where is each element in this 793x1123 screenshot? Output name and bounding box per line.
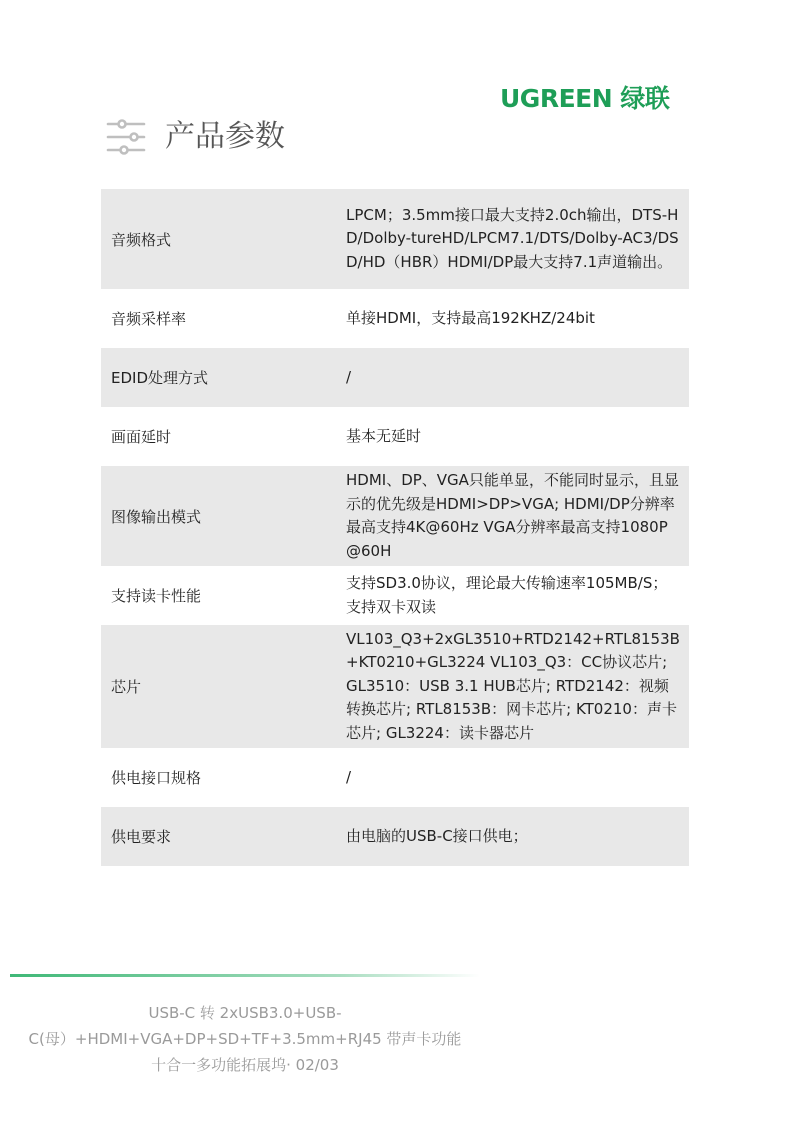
spec-value: HDMI、DP、VGA只能单显，不能同时显示，且显示的优先级是HDMI>DP>VGA; HDMI/DP分辨率最高支持4K@60Hz VGA分辨率最高支持1080P@60H [346, 471, 679, 560]
spec-row-edid [101, 348, 689, 407]
spec-row-chips [101, 625, 689, 748]
spec-value: 基本无延时 [346, 426, 422, 445]
spec-label: 供电接口规格 [111, 769, 202, 787]
spec-label: 芯片 [111, 678, 142, 696]
spec-value: 支持SD3.0协议，理论最大传输速率105MB/S；支持双卡双读 [346, 574, 668, 616]
footer-divider [10, 974, 480, 977]
footer-line-1: USB-C 转 2xUSB3.0+USB- [148, 1004, 342, 1022]
spec-row-audio-format [101, 189, 689, 289]
spec-row-power-req [101, 807, 689, 866]
footer-line-2: C(母）+HDMI+VGA+DP+SD+TF+3.5mm+RJ45 带声卡功能 [28, 1030, 462, 1048]
ugreen-logo: UGREEN 绿联 [500, 84, 670, 113]
spec-label: 音频采样率 [111, 310, 187, 328]
footer-product-name [10, 1000, 480, 1078]
footer-line-3: 十合一多功能拓展坞· 02/03 [151, 1056, 339, 1074]
spec-label: 图像输出模式 [111, 507, 202, 526]
spec-row-output-mode [101, 466, 689, 566]
spec-table [101, 189, 689, 866]
page-title: 产品参数 [165, 119, 285, 154]
spec-row-card-reader [101, 566, 689, 625]
spec-value: 由电脑的USB-C接口供电； [346, 826, 528, 845]
spec-label: 供电要求 [111, 828, 172, 846]
spec-value: LPCM；3.5mm接口最大支持2.0ch输出，DTS-HD/Dolby-tureHD/LPCM7.1/DTS/Dolby-AC3/DSD/HD（HBR）HDMI/DP最大支持7.1声道输出。 [346, 205, 679, 271]
spec-label: 画面延时 [111, 428, 172, 446]
spec-value: VL103_Q3+2xGL3510+RTD2142+RTL8153B+KT0210+GL3224 VL103_Q3：CC协议芯片; GL3510：USB 3.1 HUB芯片; RTD2142：视频转换芯片; RTL8153B：网卡芯片; KT0210：声卡芯片; GL3224：读卡器芯片 [346, 629, 680, 742]
spec-label: 支持读卡性能 [111, 587, 202, 605]
spec-value: / [346, 367, 352, 386]
spec-label: EDID处理方式 [111, 369, 209, 387]
spec-row-latency [101, 407, 689, 466]
spec-value: 单接HDMI，支持最高192KHZ/24bit [346, 308, 595, 327]
spec-row-sample-rate [101, 289, 689, 348]
sliders-icon [106, 118, 146, 156]
spec-label: 音频格式 [111, 230, 172, 249]
spec-row-power-port [101, 748, 689, 807]
spec-value: / [346, 767, 352, 786]
